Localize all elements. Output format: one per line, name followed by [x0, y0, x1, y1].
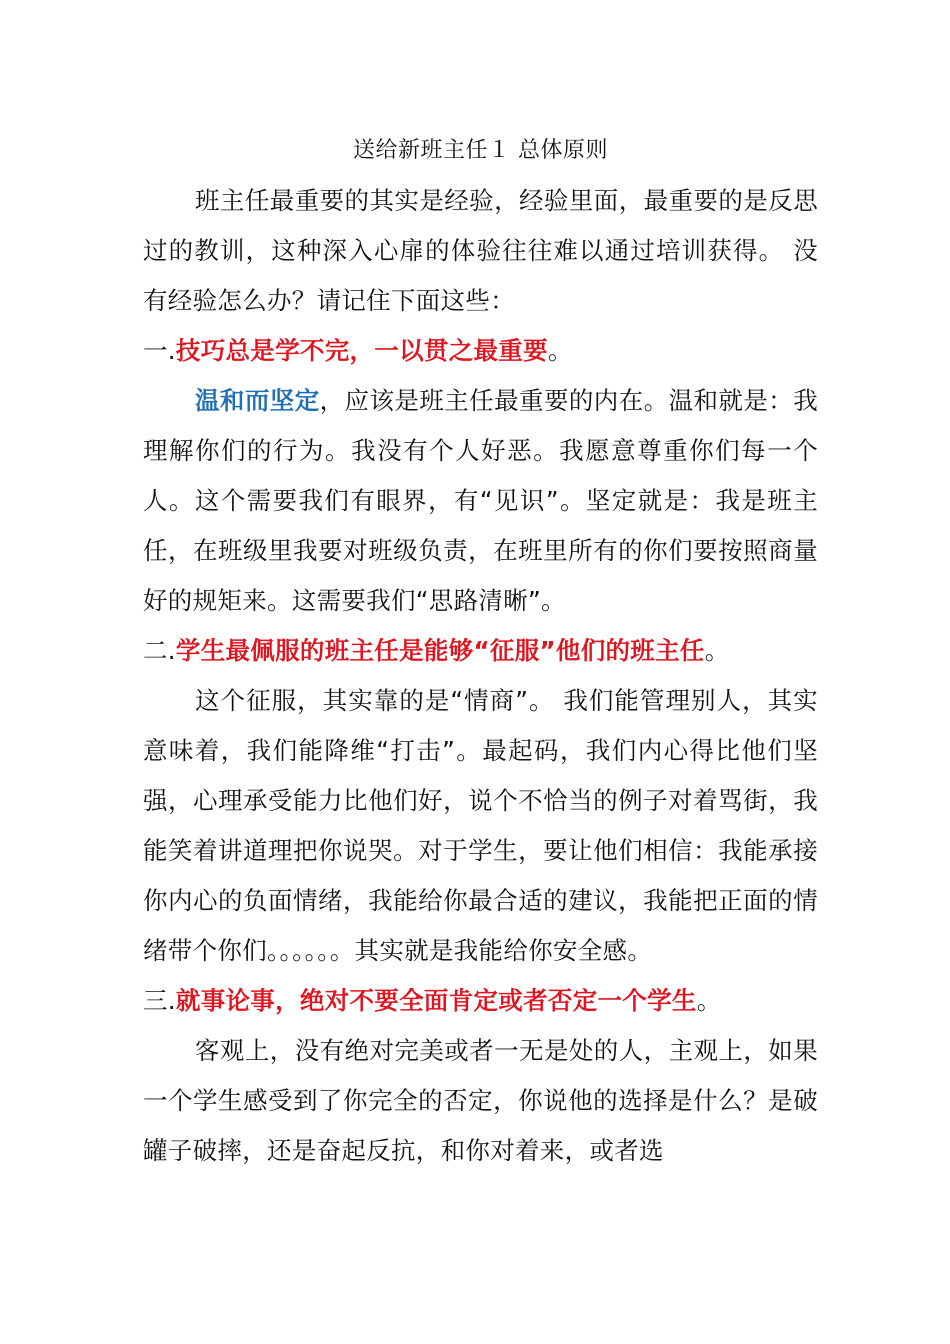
- section-number: 三.: [143, 986, 176, 1015]
- intro-paragraph: 班主任最重要的其实是经验，经验里面，最重要的是反思过的教训，这种深入心扉的体验往往难以通过培训获得。 没有经验怎么办？请记住下面这些：: [143, 186, 818, 315]
- highlight-text: 温和而坚定: [195, 386, 320, 415]
- section-heading-end: 。: [547, 336, 573, 365]
- section-heading-end: 。: [696, 986, 722, 1015]
- section-heading-text: 就事论事，绝对不要全面肯定或者否定一个学生: [175, 986, 697, 1015]
- section-body-2: 这个征服，其实靠的是“情商”。 我们能管理别人，其实意味着，我们能降维“打击”。最起码，我们内心得比他们坚强，心理承受能力比他们好，说个不恰当的例子对着骂街，我能笑着讲道理把你说哭。对于学生，要让他们相信：我能承接你内心的负面情绪，我能给你最合适的建议，我能把正面的情绪带个你们。。。。。。其实就是我能给你安全感。: [143, 686, 818, 965]
- section-heading-text: 技巧总是学不完，一以贯之最重要: [175, 336, 548, 365]
- section-body-1: [143, 376, 818, 626]
- section-heading-2: [143, 626, 818, 676]
- section-heading-3: [143, 976, 818, 1026]
- section-body-3: 客观上，没有绝对完美或者一无是处的人，主观上，如果一个学生感受到了你完全的否定，你说他的选择是什么？是破罐子破摔，还是奋起反抗，和你对着来，或者选: [143, 1036, 818, 1165]
- document-title: 送给新班主任１ 总体原则: [353, 138, 608, 163]
- section-number: 一.: [143, 336, 176, 365]
- section-heading-1: [143, 326, 818, 376]
- section-number: 二.: [143, 636, 176, 665]
- section-heading-end: 。: [704, 636, 730, 665]
- section-heading-text: 学生最佩服的班主任是能够“征服”他们的班主任: [175, 636, 705, 665]
- document-content: [143, 126, 818, 1176]
- section-body-text: ，应该是班主任最重要的内在。温和就是：我理解你们的行为。我没有个人好恶。我愿意尊重你们每一个人。这个需要我们有眼界，有“见识”。坚定就是：我是班主任，在班级里我要对班级负责，在班里所有的你们要按照商量好的规矩来。这需要我们“思路清晰”。: [143, 386, 818, 615]
